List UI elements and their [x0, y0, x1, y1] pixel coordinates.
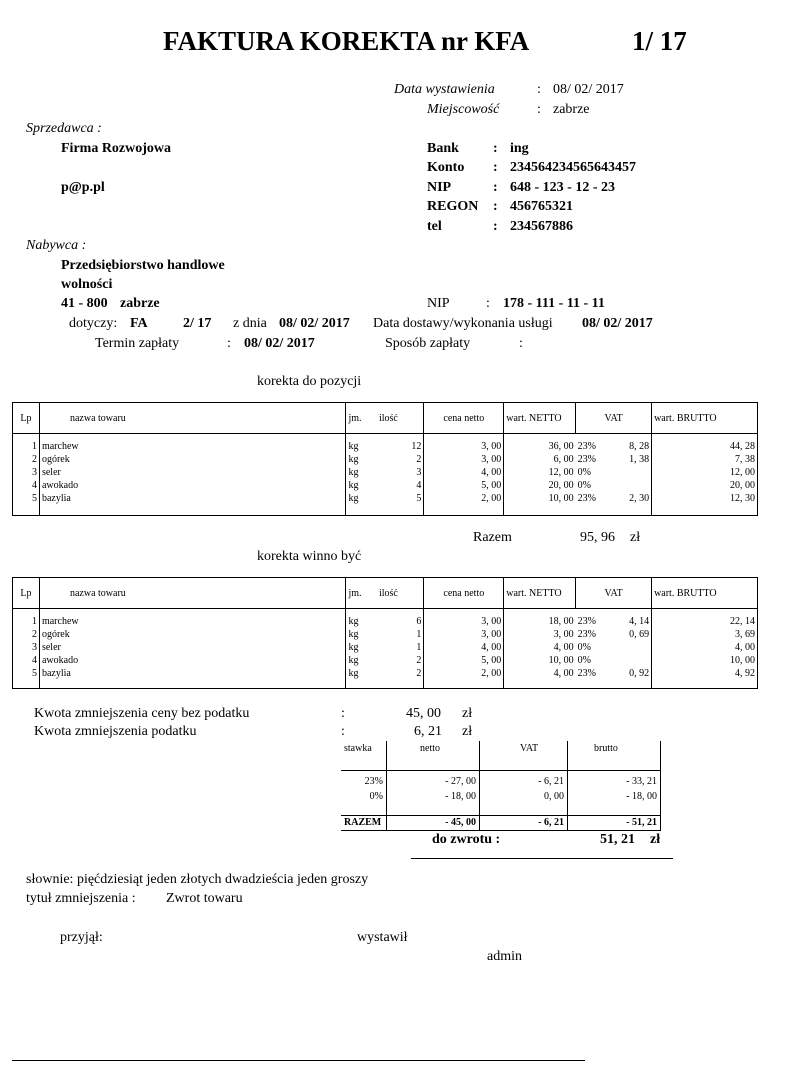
buyer-nip: 178 - 111 - 11 - 11	[503, 296, 605, 311]
vat-row-gross: - 33, 21	[626, 776, 657, 787]
row-price: 2, 00	[424, 667, 504, 680]
payment-term: 08/ 02/ 2017	[244, 336, 315, 351]
row-vat	[615, 479, 652, 492]
row-lp: 5	[31, 493, 37, 504]
row-rate: 23%	[577, 493, 597, 504]
row-gross: 12, 30	[652, 492, 758, 505]
row-gross: 44, 28	[652, 434, 758, 454]
row-gross: 3, 69	[652, 628, 758, 641]
concerns-label: dotyczy:	[69, 316, 118, 331]
col-header-price: cena netto	[424, 403, 504, 434]
vat-total-gross: - 51, 21	[626, 817, 657, 828]
row-vat: 0, 92	[629, 668, 650, 679]
row-lp: 3	[31, 467, 37, 478]
seller-nip: 648 - 123 - 12 - 23	[510, 180, 615, 195]
vat-row-net: - 18, 00	[445, 791, 476, 802]
vat-row-net: - 27, 00	[445, 776, 476, 787]
colon: :	[341, 706, 345, 721]
row-unit: kg	[346, 479, 371, 492]
row-net: 10, 00	[504, 654, 576, 667]
bank: ing	[510, 141, 529, 156]
row-unit: kg	[346, 667, 371, 680]
words-label: słownie:	[26, 872, 74, 887]
row-price: 4, 00	[424, 641, 504, 654]
row-unit: kg	[346, 434, 371, 454]
bank-label: Bank	[427, 141, 459, 156]
vat-header-gross: brutto	[594, 743, 618, 754]
tel: 234567886	[510, 219, 573, 234]
table-filler	[13, 505, 758, 516]
row-unit: kg	[346, 641, 371, 654]
row-qty: 1	[416, 642, 422, 653]
issue-date: 08/ 02/ 2017	[553, 82, 624, 97]
col-header-vat: VAT	[576, 403, 652, 434]
nip-label: NIP	[427, 180, 452, 195]
row-net: 18, 00	[504, 609, 576, 629]
refund-underline	[411, 858, 673, 859]
reason-value: Zwrot towaru	[166, 891, 243, 906]
items-table-after	[12, 577, 758, 689]
refund-currency: zł	[650, 832, 661, 847]
col-header-price: cena netto	[424, 578, 504, 609]
net-reduction-value: 45, 00	[406, 706, 441, 721]
concerns-number: 2/ 17	[183, 316, 212, 331]
words-value: pięćdziesiąt jeden złotych dwadzieścia jeden groszy	[76, 872, 369, 887]
row-rate: 23%	[577, 441, 597, 452]
row-lp: 3	[31, 642, 37, 653]
vat-header-vat: VAT	[520, 743, 539, 754]
seller-email: p@p.pl	[61, 180, 105, 195]
row-qty: 3	[416, 467, 422, 478]
row-qty: 4	[416, 480, 422, 491]
colon: :	[493, 141, 498, 156]
row-name: awokado	[39, 479, 345, 492]
vat-row-vat: 0, 00	[544, 791, 564, 802]
row-vat	[615, 641, 652, 654]
row-vat	[615, 466, 652, 479]
table-row	[13, 453, 758, 466]
row-name: marchew	[39, 434, 345, 454]
row-rate: 23%	[577, 629, 597, 640]
col-header-name: nazwa towaru	[39, 578, 345, 609]
row-lp: 2	[31, 629, 37, 640]
row-vat	[615, 654, 652, 667]
vat-total-vat: - 6, 21	[538, 817, 564, 828]
row-name: ogórek	[39, 628, 345, 641]
colon: :	[493, 160, 498, 175]
row-name: ogórek	[39, 453, 345, 466]
row-name: bazylia	[39, 667, 345, 680]
regon: 456765321	[510, 199, 573, 214]
colon: :	[341, 724, 345, 739]
row-gross: 4, 00	[652, 641, 758, 654]
section-before-title: korekta do pozycji	[257, 374, 362, 389]
colon: :	[493, 219, 498, 234]
received-label: przyjął:	[60, 930, 103, 945]
colon: :	[486, 296, 490, 311]
buyer-name-line2: wolności	[61, 277, 113, 292]
payment-term-label: Termin zapłaty	[95, 336, 180, 351]
reason-label: tytuł zmniejszenia :	[26, 891, 136, 906]
signature-line	[12, 1060, 585, 1061]
place: zabrze	[553, 102, 590, 117]
row-gross: 4, 92	[652, 667, 758, 680]
refund-label: do zwrotu :	[432, 832, 501, 847]
row-price: 2, 00	[424, 492, 504, 505]
issued-label: wystawił	[357, 930, 408, 945]
buyer-postcode: 41 - 800	[61, 296, 108, 311]
buyer-name-line1: Przedsiębiorstwo handlowe	[61, 258, 225, 273]
row-rate: 23%	[577, 616, 597, 627]
row-name: awokado	[39, 654, 345, 667]
row-vat: 4, 14	[629, 616, 650, 627]
row-unit: kg	[346, 628, 371, 641]
row-name: marchew	[39, 609, 345, 629]
col-header-net: wart. NETTO	[504, 403, 576, 434]
total-currency: zł	[630, 530, 641, 545]
row-gross: 12, 00	[652, 466, 758, 479]
col-header-unit: jm.	[346, 578, 371, 609]
row-price: 3, 00	[424, 453, 504, 466]
seller-label: Sprzedawca :	[26, 121, 102, 136]
colon: :	[227, 336, 231, 351]
row-name: bazylia	[39, 492, 345, 505]
issue-date-label: Data wystawienia	[394, 82, 495, 97]
row-rate: 23%	[577, 668, 597, 679]
table-row	[13, 628, 758, 641]
payment-method-label: Sposób zapłaty	[385, 336, 471, 351]
net-reduction-label: Kwota zmniejszenia ceny bez podatku	[34, 706, 250, 721]
vat-row-vat: - 6, 21	[538, 776, 564, 787]
row-qty: 1	[416, 629, 422, 640]
row-price: 3, 00	[424, 609, 504, 629]
row-net: 6, 00	[504, 453, 576, 466]
table-row	[13, 466, 758, 479]
row-unit: kg	[346, 453, 371, 466]
row-lp: 5	[31, 668, 37, 679]
place-label: Miejscowość	[427, 102, 500, 117]
row-gross: 7, 38	[652, 453, 758, 466]
row-price: 3, 00	[424, 434, 504, 454]
row-unit: kg	[346, 654, 371, 667]
delivery-label: Data dostawy/wykonania usługi	[373, 316, 553, 331]
document-title: FAKTURA KOREKTA nr KFA	[163, 26, 530, 56]
table-row	[13, 434, 758, 454]
vat-header-rate: stawka	[344, 743, 372, 754]
account-label: Konto	[427, 160, 465, 175]
col-header-gross: wart. BRUTTO	[652, 578, 758, 609]
row-unit: kg	[346, 466, 371, 479]
buyer-label: Nabywca :	[26, 238, 87, 253]
invoice-number: 1/ 17	[632, 26, 687, 56]
row-rate: 0%	[577, 467, 592, 478]
vat-row-rate: 23%	[364, 776, 383, 787]
row-unit: kg	[346, 609, 371, 629]
row-net: 4, 00	[504, 667, 576, 680]
row-gross: 20, 00	[652, 479, 758, 492]
col-header-unit: jm.	[346, 403, 371, 434]
row-qty: 5	[416, 493, 422, 504]
row-qty: 12	[411, 441, 422, 452]
tel-label: tel	[427, 219, 442, 234]
total-value: 95, 96	[580, 530, 615, 545]
seller-name: Firma Rozwojowa	[61, 141, 172, 156]
row-net: 20, 00	[504, 479, 576, 492]
row-rate: 23%	[577, 454, 597, 465]
row-net: 36, 00	[504, 434, 576, 454]
tax-reduction-currency: zł	[462, 724, 473, 739]
row-vat: 0, 69	[629, 629, 650, 640]
colon: :	[493, 199, 498, 214]
row-vat: 8, 28	[629, 441, 650, 452]
table-row	[13, 654, 758, 667]
col-header-name: nazwa towaru	[39, 403, 345, 434]
buyer-nip-label: NIP	[427, 296, 450, 311]
vat-total-net: - 45, 00	[445, 817, 476, 828]
col-header-net: wart. NETTO	[504, 578, 576, 609]
row-lp: 1	[31, 441, 37, 452]
vat-total-label: RAZEM	[344, 817, 382, 828]
row-price: 4, 00	[424, 466, 504, 479]
row-lp: 2	[31, 454, 37, 465]
regon-label: REGON	[427, 199, 479, 214]
row-net: 10, 00	[504, 492, 576, 505]
table-filler	[13, 680, 758, 689]
issuer-name: admin	[487, 949, 522, 964]
table-row	[13, 479, 758, 492]
row-unit: kg	[346, 492, 371, 505]
colon: :	[519, 336, 523, 351]
colon: :	[537, 82, 541, 97]
row-price: 5, 00	[424, 479, 504, 492]
delivery-date: 08/ 02/ 2017	[582, 316, 653, 331]
vat-header-net: netto	[420, 743, 440, 754]
table-row	[13, 609, 758, 629]
row-name: seler	[39, 466, 345, 479]
row-net: 12, 00	[504, 466, 576, 479]
vat-row-gross: - 18, 00	[626, 791, 657, 802]
col-header-qty: ilość	[371, 578, 424, 609]
from-date: 08/ 02/ 2017	[279, 316, 350, 331]
amount-in-words	[26, 872, 368, 888]
row-gross: 10, 00	[652, 654, 758, 667]
row-vat: 2, 30	[629, 493, 650, 504]
row-lp: 4	[31, 655, 37, 666]
section-after-title: korekta winno być	[257, 549, 362, 564]
col-header-vat: VAT	[576, 578, 652, 609]
refund-value: 51, 21	[600, 832, 635, 847]
row-gross: 22, 14	[652, 609, 758, 629]
colon: :	[537, 102, 541, 117]
row-qty: 2	[416, 655, 422, 666]
row-lp: 1	[31, 616, 37, 627]
row-rate: 0%	[577, 655, 592, 666]
net-reduction-currency: zł	[462, 706, 473, 721]
table-row	[13, 641, 758, 654]
table-row	[13, 492, 758, 505]
vat-row-rate: 0%	[369, 791, 383, 802]
row-name: seler	[39, 641, 345, 654]
account: 234564234565643457	[510, 160, 636, 175]
tax-reduction-label: Kwota zmniejszenia podatku	[34, 724, 197, 739]
row-qty: 2	[416, 668, 422, 679]
table-row	[13, 667, 758, 680]
concerns-type: FA	[130, 316, 148, 331]
row-qty: 2	[416, 454, 422, 465]
col-header-gross: wart. BRUTTO	[652, 403, 758, 434]
row-net: 4, 00	[504, 641, 576, 654]
row-price: 3, 00	[424, 628, 504, 641]
col-header-qty: ilość	[371, 403, 424, 434]
col-header-lp: Lp	[13, 403, 40, 434]
tax-reduction-value: 6, 21	[414, 724, 442, 739]
row-vat: 1, 38	[629, 454, 650, 465]
row-rate: 0%	[577, 480, 592, 491]
colon: :	[493, 180, 498, 195]
buyer-city: zabrze	[120, 296, 160, 311]
col-header-lp: Lp	[13, 578, 40, 609]
from-date-label: z dnia	[233, 316, 267, 331]
row-rate: 0%	[577, 642, 592, 653]
row-lp: 4	[31, 480, 37, 491]
row-qty: 6	[416, 616, 422, 627]
total-label: Razem	[473, 530, 512, 545]
row-price: 5, 00	[424, 654, 504, 667]
items-table-before	[12, 402, 758, 516]
row-net: 3, 00	[504, 628, 576, 641]
